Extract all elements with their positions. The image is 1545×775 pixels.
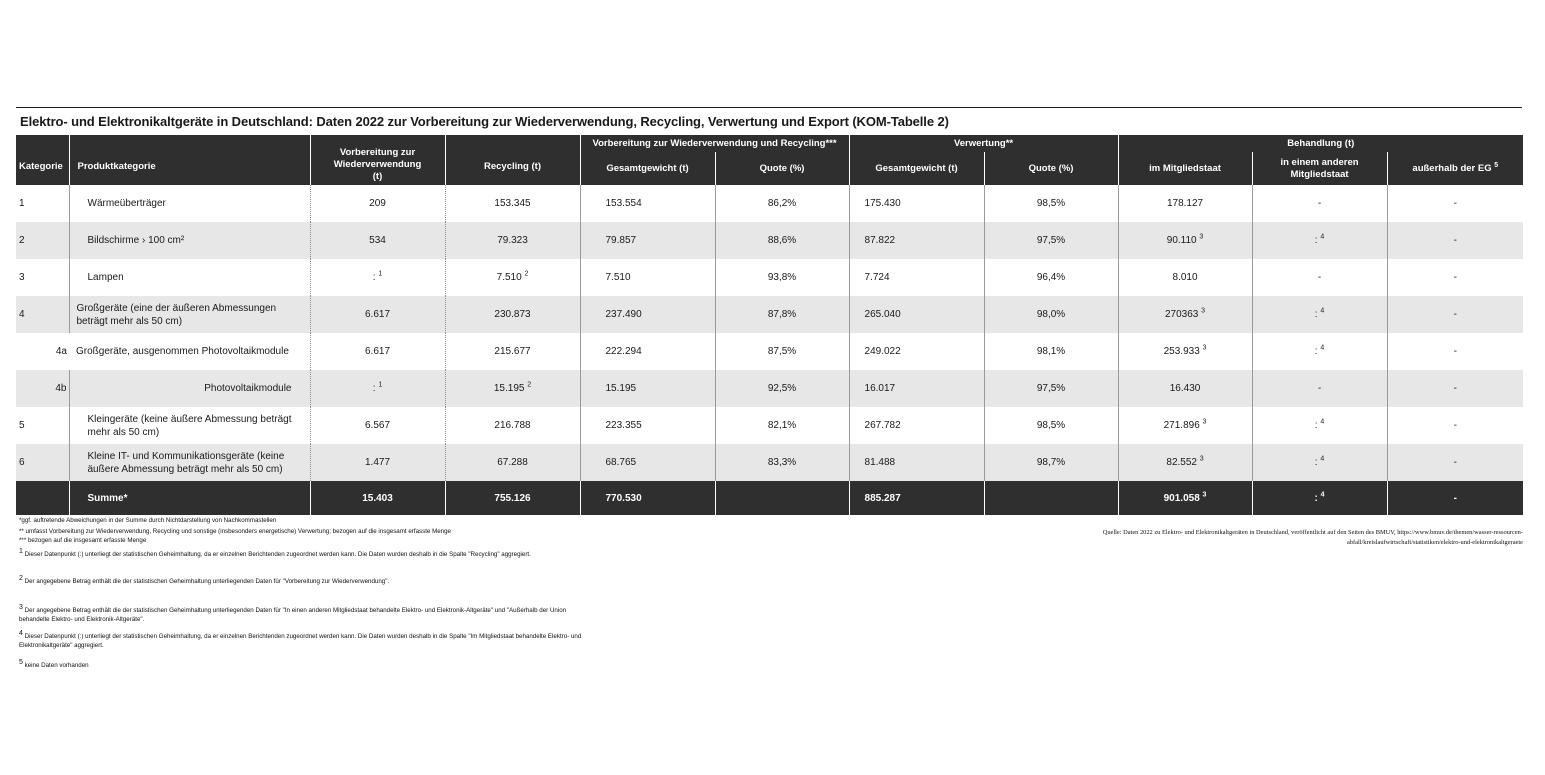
- sum-row: [16, 481, 1523, 515]
- cell-vr-quote: 93,8%: [715, 259, 849, 296]
- cell-ausserhalb: -: [1387, 333, 1523, 370]
- header-row-groups: [16, 135, 1523, 152]
- cell-anderer-mitgliedstaat: : $^4$: [1252, 444, 1387, 481]
- cell-kategorie: 4b: [16, 370, 69, 407]
- cell-vw-quote: 98,7%: [984, 444, 1118, 481]
- cell-ausserhalb: -: [1387, 296, 1523, 333]
- footnote-ref: 2: [524, 270, 529, 278]
- cell-vr-gesamtgewicht: 79.857: [580, 222, 715, 259]
- footnote-ref: 2: [527, 381, 532, 389]
- footnote-quote: *** bezogen auf die insgesamt erfasste Menge: [19, 537, 147, 544]
- cell-vr-gesamtgewicht: 68.765: [580, 444, 715, 481]
- cell-vr-quote: 87,8%: [715, 296, 849, 333]
- cell-mitgliedstaat: 253.933 $^3$: [1118, 333, 1252, 370]
- cell-vr-quote: 83,3%: [715, 444, 849, 481]
- cell-vw-quote: 97,5%: [984, 222, 1118, 259]
- cell-mitgliedstaat: 82.552 $^3$: [1118, 444, 1252, 481]
- cell-vw-quote: 97,5%: [984, 370, 1118, 407]
- footnote-2: $^2$ Der angegebene Betrag enthält die der statistischen Geheimhaltung unterliegenden Daten für "Vorbereitung zur Wiederverwendung".: [19, 574, 390, 585]
- footnote-sum: *ggf. auftretende Abweichungen in der Summe durch Nichtdarstellung von Nachkommastellen: [19, 517, 277, 524]
- cell-ausserhalb: -: [1387, 444, 1523, 481]
- header-kategorie: Kategorie: [16, 135, 69, 185]
- data-table: [16, 135, 1523, 515]
- cell-ausserhalb: -: [1387, 259, 1523, 296]
- cell-vorbereitung: 6.617: [310, 333, 445, 370]
- cell-recycling: 230.873: [445, 296, 580, 333]
- header-group-behandlung: Behandlung (t): [1118, 135, 1523, 152]
- cell-produktkategorie: Großgeräte, ausgenommen Photovoltaikmodule: [76, 346, 289, 357]
- header-group-verwertung: Verwertung**: [849, 135, 1118, 152]
- cell-vr-gesamtgewicht: 15.195: [580, 370, 715, 407]
- header-group-vorbereitung-recycling: Vorbereitung zur Wiederverwendung und Recycling***: [580, 135, 849, 152]
- cell-summe-vw-gesamtgewicht: 885.287: [849, 481, 984, 515]
- cell-produktkategorie: Lampen: [69, 259, 310, 296]
- cell-recycling: 153.345: [445, 185, 580, 222]
- header-ausserhalb: außerhalb der EG $^5$: [1387, 152, 1523, 185]
- cell-vw-gesamtgewicht: 16.017: [849, 370, 984, 407]
- cell-anderer-mitgliedstaat: -: [1252, 259, 1387, 296]
- table-row: [16, 370, 1523, 407]
- cell-vw-quote: 96,4%: [984, 259, 1118, 296]
- cell-anderer-mitgliedstaat: -: [1252, 370, 1387, 407]
- cell-vr-gesamtgewicht: 223.355: [580, 407, 715, 444]
- cell-vw-gesamtgewicht: 81.488: [849, 444, 984, 481]
- footnote-ref: 4: [1320, 344, 1325, 352]
- footnote-ref: 3: [1202, 418, 1207, 426]
- cell-vr-gesamtgewicht: 237.490: [580, 296, 715, 333]
- cell-produktkategorie: Wärmeüberträger: [69, 185, 310, 222]
- cell-vw-gesamtgewicht: 265.040: [849, 296, 984, 333]
- cell-recycling: 7.510 $^2$: [445, 259, 580, 296]
- cell-ausserhalb: -: [1387, 185, 1523, 222]
- cell-mitgliedstaat: 178.127: [1118, 185, 1252, 222]
- header-vr-quote: Quote (%): [715, 152, 849, 185]
- cell-mitgliedstaat: 270363 $^3$: [1118, 296, 1252, 333]
- table-row: [16, 185, 1523, 222]
- cell-vw-quote: 98,5%: [984, 185, 1118, 222]
- cell-vw-quote: 98,1%: [984, 333, 1118, 370]
- cell-vorbereitung: 534: [310, 222, 445, 259]
- cell-vw-quote: 98,5%: [984, 407, 1118, 444]
- cell-kategorie: [16, 481, 69, 515]
- header-vorbereitung: Vorbereitung zur Wiederverwendung (t): [310, 135, 445, 185]
- footnote-ref: 3: [1202, 344, 1207, 352]
- cell-kategorie: 3: [19, 272, 25, 283]
- cell-anderer-mitgliedstaat: : $^4$: [1252, 407, 1387, 444]
- cell-vr-quote: 86,2%: [715, 185, 849, 222]
- cell-vw-gesamtgewicht: 249.022: [849, 333, 984, 370]
- cell-produktkategorie: Großgeräte (eine der äußeren Abmessungen beträgt mehr als 50 cm): [69, 296, 310, 333]
- cell-vr-quote: 82,1%: [715, 407, 849, 444]
- footnote-verwertung: ** umfasst Vorbereitung zur Wiederverwendung, Recycling und sonstige (insbesonders energetische) Verwertung; bezogen auf die insgesamt erfasste Menge: [19, 528, 451, 535]
- cell-vr-gesamtgewicht: 7.510: [580, 259, 715, 296]
- footnote-ref: 4: [1320, 233, 1325, 241]
- cell-mitgliedstaat: 271.896 $^3$: [1118, 407, 1252, 444]
- header-produktkategorie: Produktkategorie: [69, 135, 310, 185]
- cell-kategorie: 2: [16, 222, 69, 259]
- table-row: [16, 444, 1523, 481]
- cell-ausserhalb: -: [1387, 222, 1523, 259]
- footnote-5: $^5$ keine Daten vorhanden: [19, 658, 89, 669]
- cell-summe-anderer: : $^4$: [1252, 481, 1387, 515]
- header-vw-gesamtgewicht: Gesamtgewicht (t): [849, 152, 984, 185]
- footnote-ref: 3: [1202, 491, 1207, 499]
- footnote-ref: 3: [1199, 455, 1204, 463]
- cell-vr-quote: 92,5%: [715, 370, 849, 407]
- footnote-ref: 1: [378, 381, 383, 389]
- footnote-ref: 4: [1320, 455, 1325, 463]
- cell-vw-quote: 98,0%: [984, 296, 1118, 333]
- footnote-ref: 4: [1320, 418, 1325, 426]
- cell-vorbereitung: : $^1$: [310, 370, 445, 407]
- table-row: [16, 259, 1523, 296]
- cell-kategorie: 6: [16, 444, 69, 481]
- cell-recycling: 216.788: [445, 407, 580, 444]
- source-note: Quelle: Daten 2022 zu Elektro- und Elektronikaltgeräten in Deutschland, veröffentlicht auf den Seiten des BMUV, https://www.bmuv.de/themen/wasser-ressourcen-abfall/kreislaufwirtschaft/statistiken/elektro-und-elektronikaltgeraete: [1102, 529, 1523, 546]
- footnote-4: $^4$ Dieser Datenpunkt (:) unterliegt der statistischen Geheimhaltung, da er einzelnen Berichtenden zugeordnet werden kann. Die Daten wurden deshalb in die Spalte "Im Mitgliedstaat behandelte Elektro- und Elektronikaltgeräte" aggregiert.: [19, 629, 582, 649]
- table-row: [16, 296, 1523, 333]
- cell-anderer-mitgliedstaat: : $^4$: [1252, 333, 1387, 370]
- cell-recycling: 79.323: [445, 222, 580, 259]
- cell-summe-vr-gesamtgewicht: 770.530: [580, 481, 715, 515]
- cell-vw-gesamtgewicht: 7.724: [849, 259, 984, 296]
- cell-recycling: 15.195 $^2$: [445, 370, 580, 407]
- cell-vorbereitung: 1.477: [310, 444, 445, 481]
- table-row: [16, 333, 1523, 370]
- footnote-3: $^3$ Der angegebene Betrag enthält die der statistischen Geheimhaltung unterliegenden Daten für "In einen anderen Mitgliedstaat behandelte Elektro- und Elektronik-Altgeräte" und "Außerhalb der Union behandelte Elektro- und Elektronik-Altgeräte".: [19, 603, 567, 623]
- header-anderer-mitgliedstaat: in einem anderen Mitgliedstaat: [1252, 152, 1387, 185]
- cell-summe-vr-quote: [715, 481, 849, 515]
- footnote-1: $^1$ Dieser Datenpunkt (:) unterliegt der statistischen Geheimhaltung, da er einzelnen Berichtenden zugeordnet werden kann. Die Daten wurden deshalb in die Spalte "Recycling" aggregiert.: [19, 547, 531, 558]
- header-recycling: Recycling (t): [445, 135, 580, 185]
- cell-produktkategorie: Kleingeräte (keine äußere Abmessung beträgt mehr als 50 cm): [69, 407, 310, 444]
- table-title: Elektro- und Elektronikaltgeräte in Deutschland: Daten 2022 zur Vorbereitung zur Wiederverwendung, Recycling, Verwertung und Export (KOM-Tabelle 2): [20, 114, 949, 129]
- footnote-ref: 3: [1199, 233, 1204, 241]
- cell-vr-gesamtgewicht: 153.554: [580, 185, 715, 222]
- cell-produktkategorie: Photovoltaikmodule: [69, 370, 310, 407]
- title-rule: [16, 107, 1522, 108]
- cell-mitgliedstaat: 8.010: [1118, 259, 1252, 296]
- footnote-ref: 1: [378, 270, 383, 278]
- footnote-ref: 4: [1320, 491, 1325, 499]
- cell-anderer-mitgliedstaat: : $^4$: [1252, 296, 1387, 333]
- cell-summe-label: Summe*: [69, 481, 310, 515]
- cell-vorbereitung: 209: [310, 185, 445, 222]
- footnote-ref: 5: [1494, 161, 1499, 169]
- cell-kategorie: 1: [19, 198, 25, 209]
- cell-summe-recycling: 755.126: [445, 481, 580, 515]
- header-vw-quote: Quote (%): [984, 152, 1118, 185]
- cell-recycling: 215.677: [445, 333, 580, 370]
- cell-vr-quote: 87,5%: [715, 333, 849, 370]
- cell-mitgliedstaat: 90.110 $^3$: [1118, 222, 1252, 259]
- footnote-ref: 4: [1320, 307, 1325, 315]
- cell-vorbereitung: 6.617: [310, 296, 445, 333]
- cell-vw-gesamtgewicht: 87.822: [849, 222, 984, 259]
- cell-ausserhalb: -: [1387, 407, 1523, 444]
- cell-vr-quote: 88,6%: [715, 222, 849, 259]
- cell-ausserhalb: -: [1387, 370, 1523, 407]
- cell-vr-gesamtgewicht: 222.294: [580, 333, 715, 370]
- header-mitgliedstaat: im Mitgliedstaat: [1118, 152, 1252, 185]
- cell-produktkategorie: Kleine IT- und Kommunikationsgeräte (keine äußere Abmessung beträgt mehr als 50 cm): [69, 444, 310, 481]
- table-row: [16, 222, 1523, 259]
- cell-anderer-mitgliedstaat: : $^4$: [1252, 222, 1387, 259]
- cell-summe-mitgliedstaat: 901.058 $^3$: [1118, 481, 1252, 515]
- cell-summe-ausserhalb: -: [1387, 481, 1523, 515]
- cell-mitgliedstaat: 16.430: [1118, 370, 1252, 407]
- cell-summe-vorbereitung: 15.403: [310, 481, 445, 515]
- cell-vw-gesamtgewicht: 175.430: [849, 185, 984, 222]
- footnote-ref: 3: [1201, 307, 1206, 315]
- cell-kategorie: 4: [16, 296, 69, 333]
- cell-anderer-mitgliedstaat: -: [1252, 185, 1387, 222]
- table-row: [16, 407, 1523, 444]
- cell-kategorie: 4a: [55, 346, 67, 357]
- cell-vorbereitung: : $^1$: [310, 259, 445, 296]
- cell-recycling: 67.288: [445, 444, 580, 481]
- cell-vorbereitung: 6.567: [310, 407, 445, 444]
- header-vr-gesamtgewicht: Gesamtgewicht (t): [580, 152, 715, 185]
- cell-summe-vw-quote: [984, 481, 1118, 515]
- cell-kategorie: 5: [19, 420, 25, 431]
- cell-vw-gesamtgewicht: 267.782: [849, 407, 984, 444]
- cell-produktkategorie: Bildschirme › 100 cm²: [69, 222, 310, 259]
